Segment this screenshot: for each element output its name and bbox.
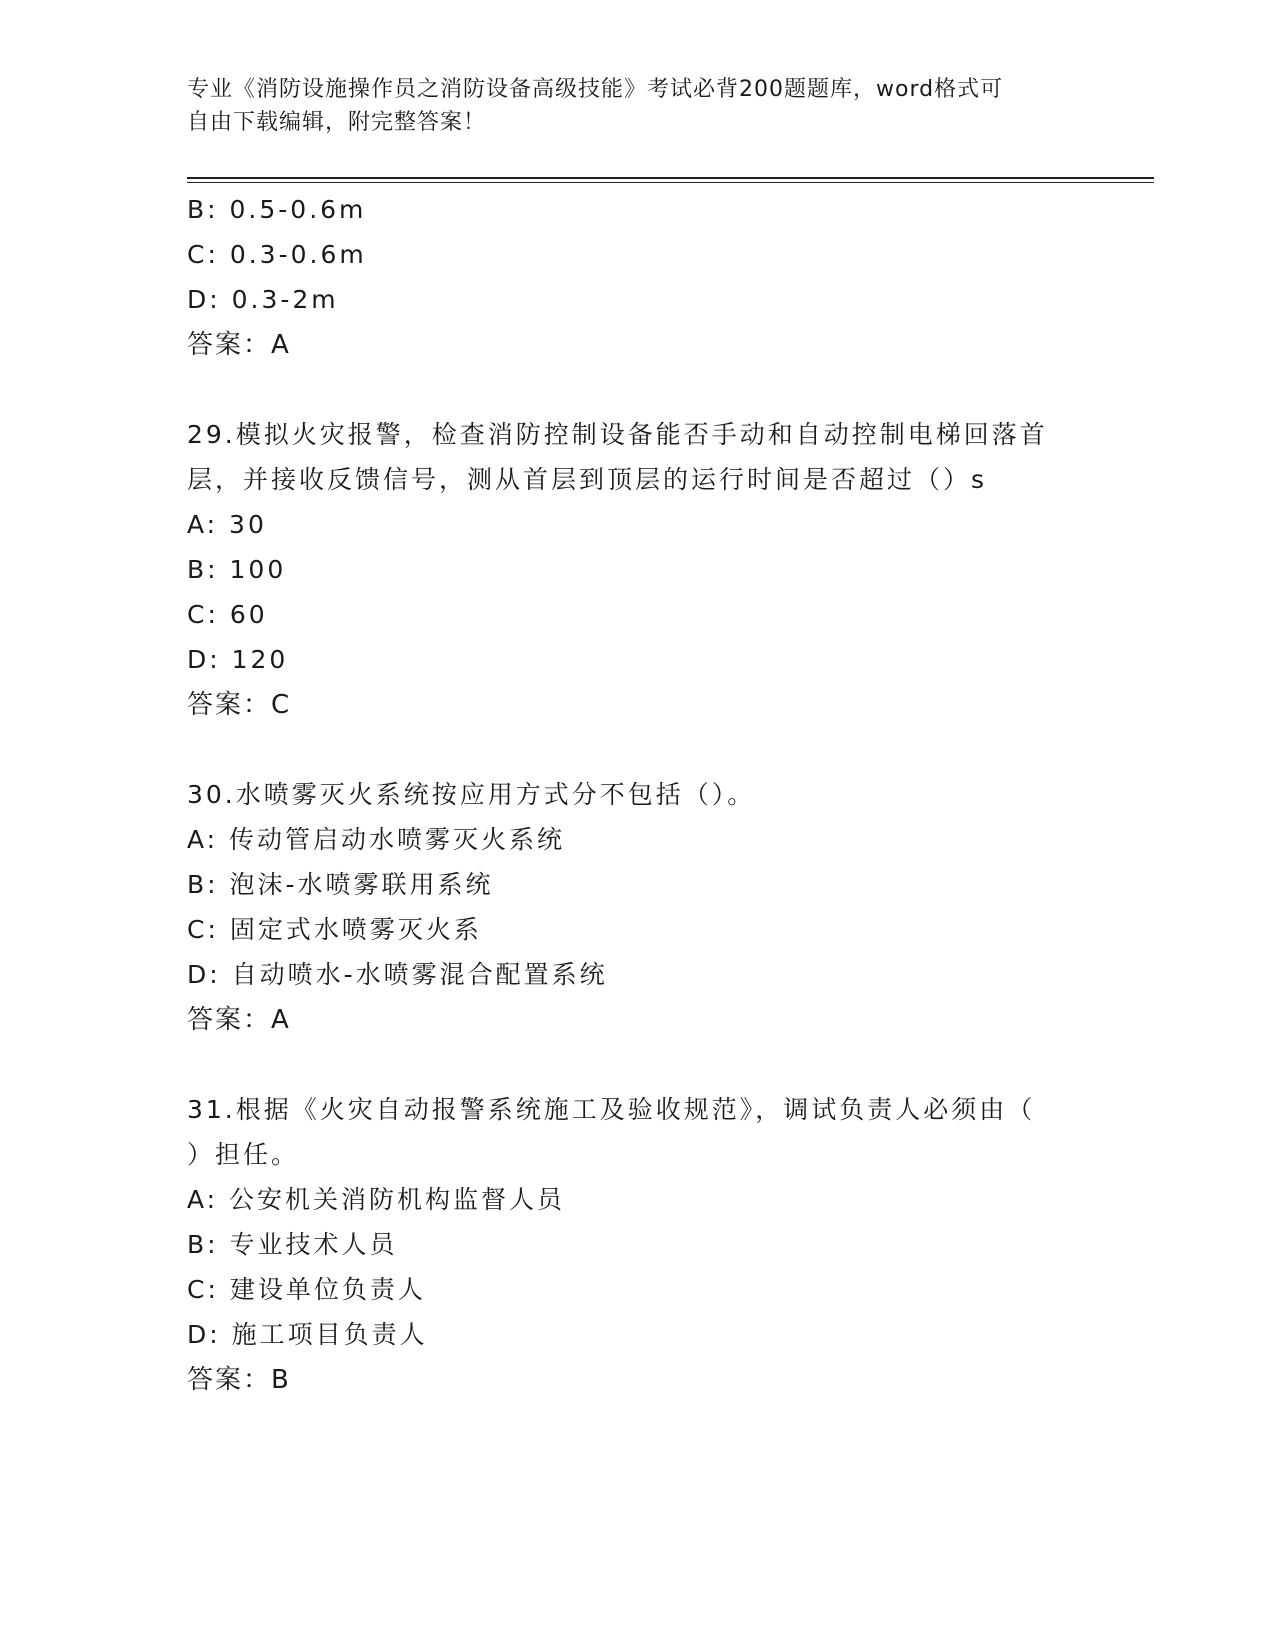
q30-option-c: C: 固定式水喷雾灭火系 — [187, 915, 482, 944]
header-title-line-2: 自由下载编辑，附完整答案！ — [187, 110, 487, 135]
q31-stem-line-2: ）担任。 — [187, 1140, 300, 1169]
q30-answer: 答案：A — [187, 1005, 291, 1035]
q31-stem-line-1: 31.根据《火灾自动报警系统施工及验收规范》，调试负责人必须由（ — [187, 1095, 1036, 1124]
header-title-line-1: 专业《消防设施操作员之消防设备高级技能》考试必背200题题库，word格式可 — [187, 77, 1004, 102]
prev-answer: 答案：A — [187, 330, 291, 360]
q30-option-b: B: 泡沫-水喷雾联用系统 — [187, 870, 494, 899]
q29-option-b: B: 100 — [187, 555, 287, 584]
q29-stem-line-2: 层，并接收反馈信号，测从首层到顶层的运行时间是否超过（）s — [187, 465, 988, 494]
q30-option-a: A: 传动管启动水喷雾灭火系统 — [187, 825, 566, 854]
q31-option-b: B: 专业技术人员 — [187, 1230, 398, 1259]
q30-stem-line-1: 30.水喷雾灭火系统按应用方式分不包括（）。 — [187, 780, 756, 809]
q31-option-c: C: 建设单位负责人 — [187, 1275, 426, 1304]
q30-option-d: D: 自动喷水-水喷雾混合配置系统 — [187, 960, 608, 989]
header-divider-thin — [187, 182, 1154, 183]
q29-option-d: D: 120 — [187, 645, 289, 674]
prev-option-c: C: 0.3-0.6m — [187, 240, 367, 269]
q31-option-a: A: 公安机关消防机构监督人员 — [187, 1185, 566, 1214]
header-divider-thick — [187, 177, 1154, 179]
q31-option-d: D: 施工项目负责人 — [187, 1320, 428, 1349]
prev-option-d: D: 0.3-2m — [187, 285, 339, 314]
q29-answer: 答案：C — [187, 690, 292, 720]
prev-option-b: B: 0.5-0.6m — [187, 195, 367, 224]
q29-option-a: A: 30 — [187, 510, 267, 539]
q29-option-c: C: 60 — [187, 600, 268, 629]
q31-answer: 答案：B — [187, 1365, 291, 1395]
q29-stem-line-1: 29.模拟火灾报警，检查消防控制设备能否手动和自动控制电梯回落首 — [187, 420, 1048, 449]
document-header — [187, 73, 1067, 139]
